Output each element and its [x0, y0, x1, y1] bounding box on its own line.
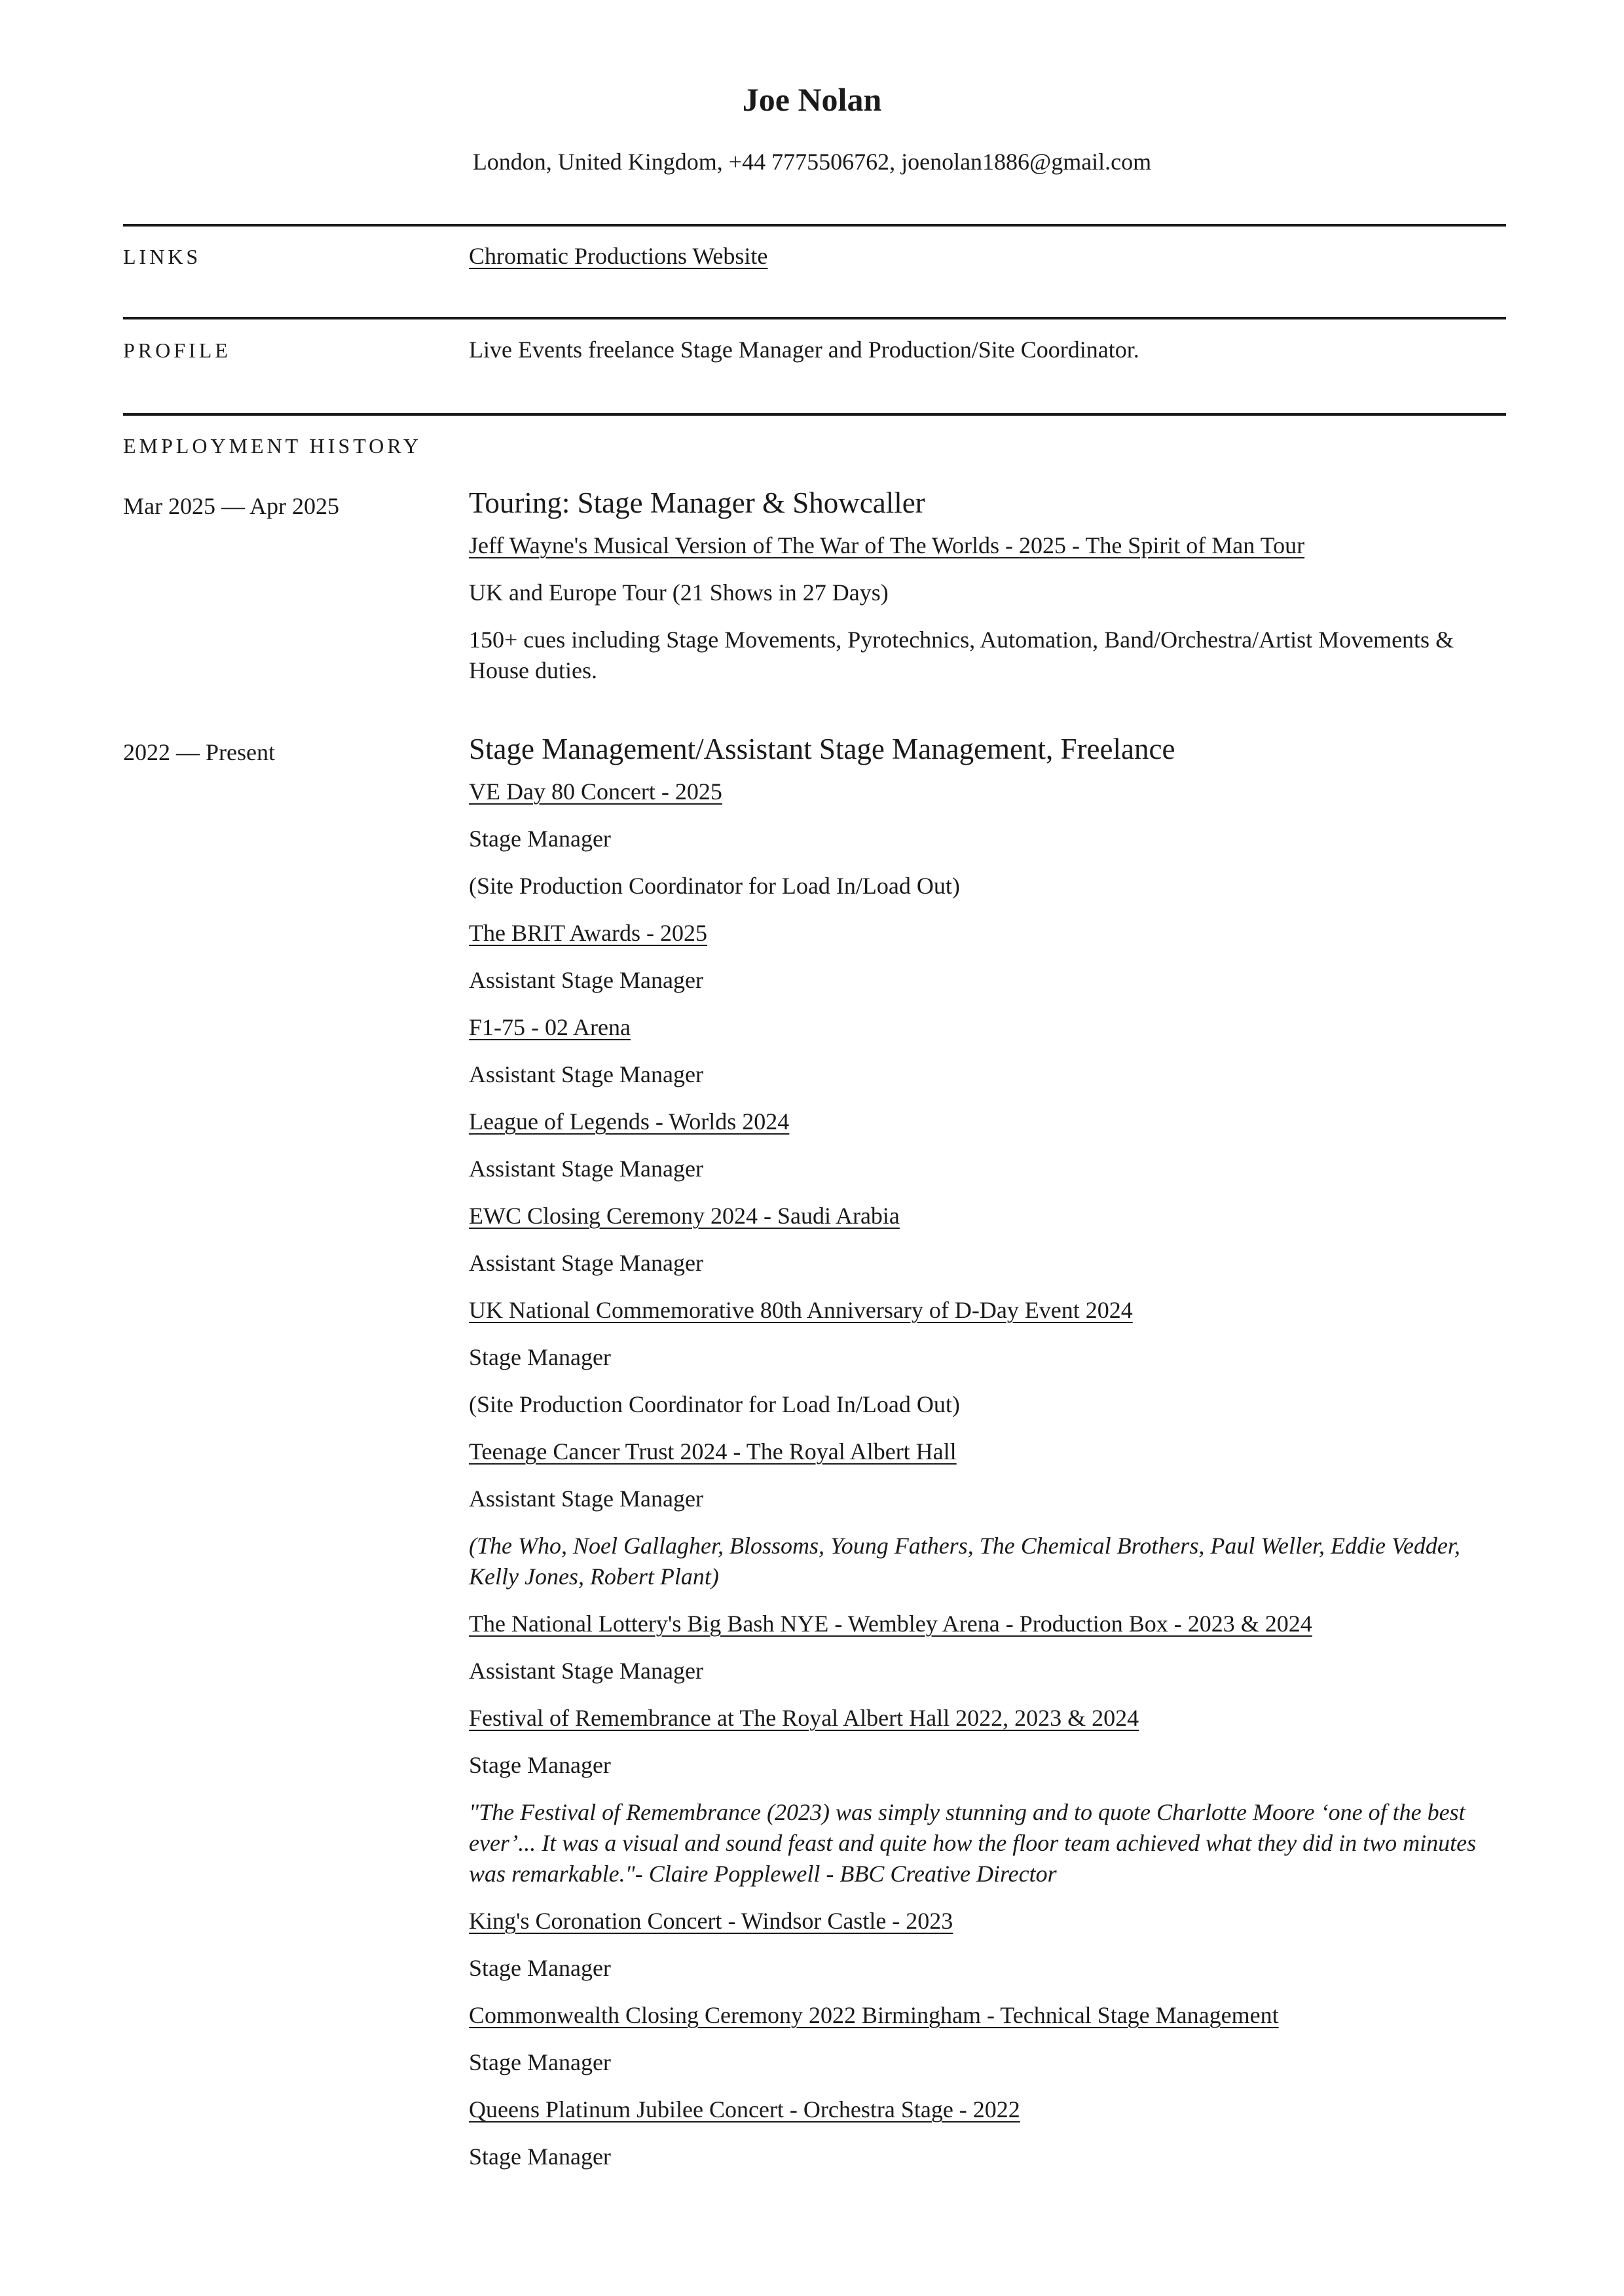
project-link[interactable]: Jeff Wayne's Musical Version of The War of The Worlds - 2025 - The Spirit of Man Tour — [469, 532, 1305, 558]
job-dates: Mar 2025 — Apr 2025 — [123, 493, 339, 519]
contact-line: London, United Kingdom, +44 7775506762, joenolan1886@gmail.com — [472, 149, 1152, 175]
project-link[interactable]: EWC Closing Ceremony 2024 - Saudi Arabia — [469, 1203, 900, 1229]
project-entry — [469, 1609, 1510, 1639]
job-title: Stage Management/Assistant Stage Management, Freelance — [469, 733, 1175, 765]
job-entry — [469, 484, 1510, 702]
divider — [123, 413, 1506, 416]
divider — [123, 317, 1506, 319]
role-text: Assistant Stage Manager — [469, 1485, 703, 1512]
project-entry — [469, 1106, 1510, 1137]
job-lines — [469, 530, 1510, 686]
project-link[interactable]: The National Lottery's Big Bash NYE - Wembley Arena - Production Box - 2023 & 2024 — [469, 1611, 1312, 1637]
project-entry — [469, 2000, 1510, 2031]
project-entry — [469, 1295, 1510, 1326]
role-text: Assistant Stage Manager — [469, 1156, 703, 1182]
project-link[interactable]: The BRIT Awards - 2025 — [469, 920, 707, 946]
role-text: Stage Manager — [469, 826, 611, 852]
role-text: Stage Manager — [469, 1344, 611, 1370]
project-entry — [469, 530, 1510, 561]
project-entry — [469, 918, 1510, 949]
project-link[interactable]: Queens Platinum Jubilee Concert - Orchestra Stage - 2022 — [469, 2096, 1020, 2123]
project-entry — [469, 1703, 1510, 1734]
project-entry — [469, 1906, 1510, 1937]
candidate-name: Joe Nolan — [742, 81, 882, 118]
role-text: Stage Manager — [469, 1955, 611, 1981]
job-dates: 2022 — Present — [123, 739, 275, 765]
profile-section-label: PROFILE — [123, 338, 231, 362]
role-text: Assistant Stage Manager — [469, 1061, 703, 1087]
project-entry — [469, 2094, 1510, 2125]
project-link[interactable]: VE Day 80 Concert - 2025 — [469, 778, 722, 805]
role-text: Assistant Stage Manager — [469, 1658, 703, 1684]
project-entry — [469, 1201, 1510, 1231]
profile-text: Live Events freelance Stage Manager and Production/Site Coordinator. — [469, 337, 1139, 363]
role-text: Assistant Stage Manager — [469, 967, 703, 993]
role-text: Assistant Stage Manager — [469, 1250, 703, 1276]
role-text: UK and Europe Tour (21 Shows in 27 Days) — [469, 579, 889, 606]
project-link[interactable]: Teenage Cancer Trust 2024 - The Royal Albert Hall — [469, 1438, 957, 1465]
job-entry — [469, 731, 1510, 2189]
note-text: (The Who, Noel Gallagher, Blossoms, Young Fathers, The Chemical Brothers, Paul Weller, Eddie Vedder, Kelly Jones, Robert Plant) — [469, 1533, 1460, 1590]
role-text: (Site Production Coordinator for Load In/Load Out) — [469, 1391, 960, 1417]
project-link[interactable]: F1-75 - 02 Arena — [469, 1014, 631, 1040]
job-lines — [469, 776, 1510, 2172]
employment-section-label: EMPLOYMENT HISTORY — [123, 434, 422, 458]
role-text: (Site Production Coordinator for Load In/Load Out) — [469, 873, 960, 899]
project-entry — [469, 1436, 1510, 1467]
chromatic-productions-website-link[interactable]: Chromatic Productions Website — [469, 243, 768, 269]
note-text: "The Festival of Remembrance (2023) was simply stunning and to quote Charlotte Moore ‘one of the best ever’... It was a visual and sound feast and quite how the floor team achieved what they did in two minutes was remarkable."- Claire Popplewell - BBC Creative Director — [469, 1799, 1477, 1887]
project-link[interactable]: Festival of Remembrance at The Royal Albert Hall 2022, 2023 & 2024 — [469, 1705, 1139, 1731]
links-list — [469, 241, 1510, 271]
divider — [123, 224, 1506, 227]
role-text: Stage Manager — [469, 1752, 611, 1778]
links-section-label: LINKS — [123, 245, 202, 268]
role-text: Stage Manager — [469, 2049, 611, 2075]
role-text: Stage Manager — [469, 2143, 611, 2170]
job-title: Touring: Stage Manager & Showcaller — [469, 486, 925, 519]
role-text: 150+ cues including Stage Movements, Pyrotechnics, Automation, Band/Orchestra/Artist Movements & House duties. — [469, 627, 1454, 683]
project-link[interactable]: Commonwealth Closing Ceremony 2022 Birmingham - Technical Stage Management — [469, 2002, 1279, 2028]
project-entry — [469, 776, 1510, 807]
project-entry — [469, 1012, 1510, 1043]
project-link[interactable]: King's Coronation Concert - Windsor Castle - 2023 — [469, 1908, 953, 1934]
project-link[interactable]: UK National Commemorative 80th Anniversary of D-Day Event 2024 — [469, 1297, 1133, 1323]
project-link[interactable]: League of Legends - Worlds 2024 — [469, 1108, 790, 1135]
